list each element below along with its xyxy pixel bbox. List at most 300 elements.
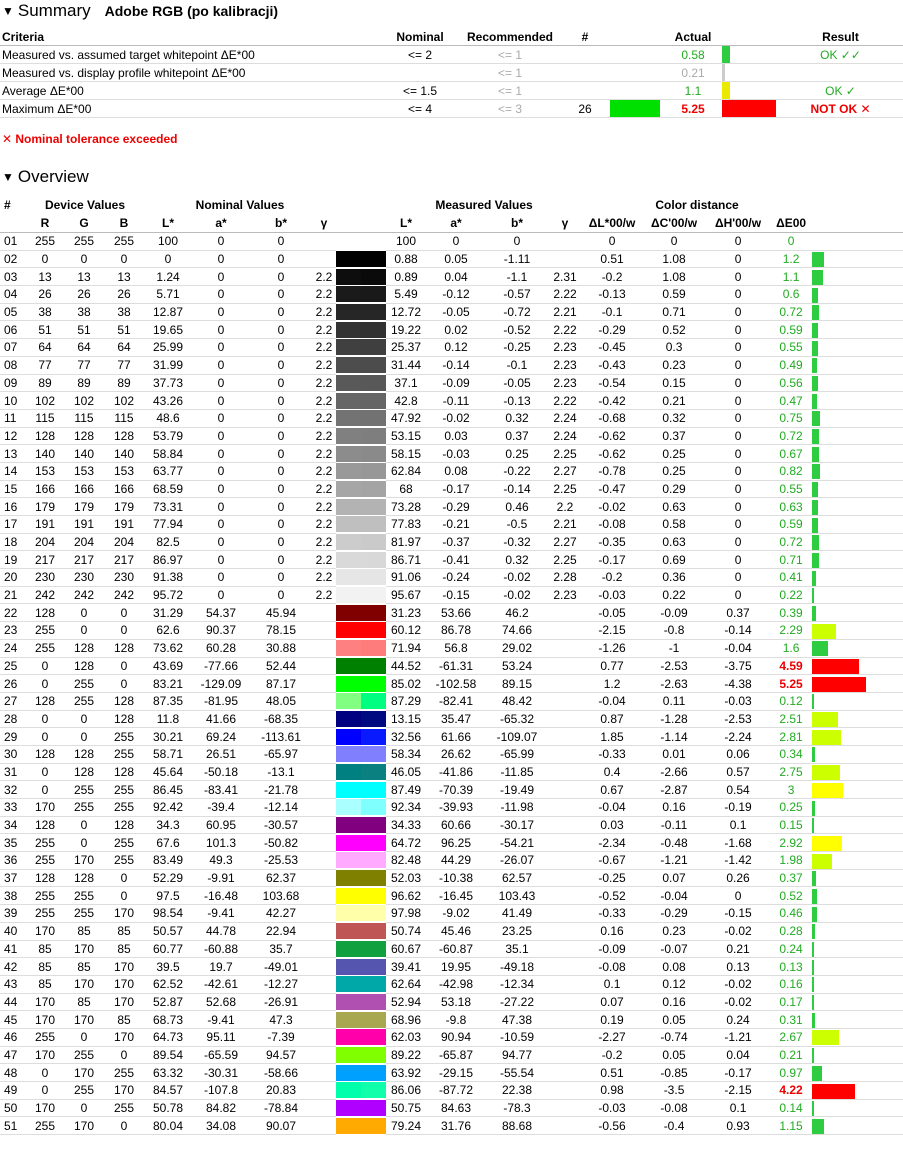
measured-gamma: 2.24 xyxy=(548,427,582,445)
delta-e-bar xyxy=(812,1013,815,1028)
delta-e-bar xyxy=(812,889,817,904)
measured-gamma xyxy=(548,852,582,870)
recommended-value: <= 3 xyxy=(460,100,560,118)
measured-gamma: 2.24 xyxy=(548,409,582,427)
delta-h: -0.02 xyxy=(706,993,770,1011)
nominal-swatch xyxy=(336,269,361,285)
delta-h: 0 xyxy=(706,392,770,410)
row-number: 25 xyxy=(0,657,26,675)
row-number: 43 xyxy=(0,975,26,993)
delta-l: -0.33 xyxy=(582,905,642,923)
nominal-swatch xyxy=(336,446,361,462)
device-g: 85 xyxy=(64,922,104,940)
delta-e-bar xyxy=(812,1084,855,1099)
measured-gamma: 2.25 xyxy=(548,480,582,498)
nominal-a: 0 xyxy=(192,462,250,480)
measured-l: 91.06 xyxy=(386,569,426,587)
nominal-b: -113.61 xyxy=(250,728,312,746)
device-b: 85 xyxy=(104,940,144,958)
table-row xyxy=(0,622,903,640)
sub-header-measured: ΔC'00/w xyxy=(642,214,706,233)
nominal-b: 103.68 xyxy=(250,887,312,905)
color-swatch xyxy=(336,710,386,728)
nominal-gamma xyxy=(312,710,336,728)
measured-a: 86.78 xyxy=(426,622,486,640)
nominal-swatch xyxy=(336,322,361,338)
measured-l: 34.33 xyxy=(386,816,426,834)
delta-e-bar-cell xyxy=(812,569,903,587)
device-r: 128 xyxy=(26,816,64,834)
row-number: 02 xyxy=(0,250,26,268)
delta-e: 2.75 xyxy=(770,763,812,781)
delta-e-bar xyxy=(812,783,843,798)
delta-l: 0.16 xyxy=(582,922,642,940)
measured-l: 37.1 xyxy=(386,374,426,392)
measured-gamma xyxy=(548,975,582,993)
measured-l: 81.97 xyxy=(386,533,426,551)
device-g: 128 xyxy=(64,639,104,657)
measured-b: 41.49 xyxy=(486,905,548,923)
delta-c: 0.69 xyxy=(642,551,706,569)
measured-a: -16.45 xyxy=(426,887,486,905)
delta-e-bar xyxy=(812,624,836,639)
table-row xyxy=(0,480,903,498)
measured-a: -87.72 xyxy=(426,1082,486,1100)
delta-c: -2.53 xyxy=(642,657,706,675)
delta-e-bar-cell xyxy=(812,692,903,710)
nominal-swatch xyxy=(336,1118,361,1134)
delta-c: 0.52 xyxy=(642,321,706,339)
delta-h: -0.03 xyxy=(706,692,770,710)
measured-l: 62.03 xyxy=(386,1028,426,1046)
nominal-swatch xyxy=(336,286,361,302)
table-row xyxy=(0,639,903,657)
delta-l: -0.43 xyxy=(582,356,642,374)
nominal-b: -12.27 xyxy=(250,975,312,993)
delta-e-bar xyxy=(812,252,824,267)
delta-h: -0.02 xyxy=(706,922,770,940)
measured-l: 52.03 xyxy=(386,869,426,887)
table-row xyxy=(0,1064,903,1082)
measured-b: 74.66 xyxy=(486,622,548,640)
measured-swatch xyxy=(361,499,386,515)
table-row xyxy=(0,427,903,445)
device-g: 38 xyxy=(64,303,104,321)
delta-l: -0.17 xyxy=(582,551,642,569)
delta-h: -4.38 xyxy=(706,675,770,693)
measured-swatch xyxy=(361,534,386,550)
delta-l: 0.51 xyxy=(582,1064,642,1082)
delta-c: 0.59 xyxy=(642,286,706,304)
nominal-a: 0 xyxy=(192,427,250,445)
nominal-swatch xyxy=(336,552,361,568)
count-bar-cell xyxy=(610,100,664,118)
color-swatch xyxy=(336,551,386,569)
nominal-b: 52.44 xyxy=(250,657,312,675)
measured-swatch xyxy=(361,658,386,674)
actual-bar xyxy=(722,64,725,81)
nominal-b: 0 xyxy=(250,445,312,463)
delta-e-bar xyxy=(812,1066,822,1081)
table-row xyxy=(0,834,903,852)
nominal-gamma xyxy=(312,869,336,887)
nominal-l: 77.94 xyxy=(144,516,192,534)
delta-e-bar xyxy=(812,288,818,303)
nominal-swatch xyxy=(336,729,361,745)
color-swatch xyxy=(336,1028,386,1046)
col-recommended: Recommended xyxy=(460,28,560,46)
collapse-triangle-icon[interactable]: ▼ xyxy=(2,4,14,18)
nominal-a: 0 xyxy=(192,339,250,357)
nominal-b: 0 xyxy=(250,374,312,392)
nominal-b: 90.07 xyxy=(250,1117,312,1135)
nominal-l: 91.38 xyxy=(144,569,192,587)
nominal-a: 0 xyxy=(192,268,250,286)
row-number: 45 xyxy=(0,1011,26,1029)
measured-swatch xyxy=(361,339,386,355)
device-g: 0 xyxy=(64,250,104,268)
nominal-l: 52.87 xyxy=(144,993,192,1011)
delta-h: 0 xyxy=(706,321,770,339)
actual-bar xyxy=(722,100,776,117)
color-swatch xyxy=(336,922,386,940)
row-number: 14 xyxy=(0,462,26,480)
device-r: 0 xyxy=(26,781,64,799)
measured-l: 0.88 xyxy=(386,250,426,268)
device-g: 26 xyxy=(64,286,104,304)
delta-e-bar-cell xyxy=(812,516,903,534)
measured-gamma xyxy=(548,922,582,940)
measured-l: 44.52 xyxy=(386,657,426,675)
delta-c: 0.37 xyxy=(642,427,706,445)
delta-c: 1.08 xyxy=(642,250,706,268)
delta-e-bar xyxy=(812,376,818,391)
row-number: 48 xyxy=(0,1064,26,1082)
table-row xyxy=(0,1099,903,1117)
color-swatch xyxy=(336,675,386,693)
color-swatch xyxy=(336,799,386,817)
nominal-b: -68.35 xyxy=(250,710,312,728)
nominal-swatch xyxy=(336,640,361,656)
device-b: 0 xyxy=(104,675,144,693)
device-b: 255 xyxy=(104,852,144,870)
row-number: 07 xyxy=(0,339,26,357)
delta-c: 0.12 xyxy=(642,975,706,993)
measured-gamma: 2.31 xyxy=(548,268,582,286)
measured-l: 87.49 xyxy=(386,781,426,799)
nominal-gamma: 2.2 xyxy=(312,445,336,463)
nominal-b: 0 xyxy=(250,303,312,321)
device-r: 170 xyxy=(26,1011,64,1029)
delta-e-bar-cell xyxy=(812,374,903,392)
measured-a: -0.17 xyxy=(426,480,486,498)
delta-e-bar-cell xyxy=(812,233,903,251)
measured-a: 53.18 xyxy=(426,993,486,1011)
measured-a: -41.86 xyxy=(426,763,486,781)
nominal-a: 101.3 xyxy=(192,834,250,852)
row-number: 24 xyxy=(0,639,26,657)
measured-a: -42.98 xyxy=(426,975,486,993)
measured-a: -0.21 xyxy=(426,516,486,534)
row-number: 17 xyxy=(0,516,26,534)
device-r: 255 xyxy=(26,1117,64,1135)
delta-e-bar-cell xyxy=(812,745,903,763)
delta-e-bar-cell xyxy=(812,321,903,339)
measured-swatch xyxy=(361,1065,386,1081)
delta-c: 0 xyxy=(642,233,706,251)
collapse-triangle-icon[interactable]: ▼ xyxy=(2,170,14,184)
nominal-b: 0 xyxy=(250,392,312,410)
summary-section-header[interactable] xyxy=(2,0,278,22)
measured-gamma: 2.23 xyxy=(548,374,582,392)
device-g: 170 xyxy=(64,975,104,993)
nominal-a: -42.61 xyxy=(192,975,250,993)
device-b: 217 xyxy=(104,551,144,569)
color-swatch xyxy=(336,1082,386,1100)
measured-gamma: 2.25 xyxy=(548,551,582,569)
measured-l: 5.49 xyxy=(386,286,426,304)
delta-h: -1.68 xyxy=(706,834,770,852)
color-swatch xyxy=(336,286,386,304)
measured-b: 0.32 xyxy=(486,551,548,569)
row-number: 09 xyxy=(0,374,26,392)
measured-b: 0.32 xyxy=(486,409,548,427)
nominal-gamma: 2.2 xyxy=(312,462,336,480)
delta-h: 0 xyxy=(706,551,770,569)
delta-e-bar xyxy=(812,871,816,886)
device-b: 255 xyxy=(104,745,144,763)
measured-gamma: 2.22 xyxy=(548,321,582,339)
device-r: 89 xyxy=(26,374,64,392)
sub-header-measured: ΔH'00/w xyxy=(706,214,770,233)
recommended-value: <= 1 xyxy=(460,64,560,82)
measured-b: -49.18 xyxy=(486,958,548,976)
delta-l: -0.62 xyxy=(582,445,642,463)
delta-h: 0.24 xyxy=(706,1011,770,1029)
delta-e-bar-cell xyxy=(812,286,903,304)
nominal-b: 0 xyxy=(250,569,312,587)
delta-e: 0.75 xyxy=(770,409,812,427)
color-swatch xyxy=(336,569,386,587)
delta-e: 1.6 xyxy=(770,639,812,657)
delta-e: 0.49 xyxy=(770,356,812,374)
sub-header-measured: L* xyxy=(386,214,426,233)
nominal-l: 52.29 xyxy=(144,869,192,887)
nominal-gamma: 2.2 xyxy=(312,480,336,498)
delta-e: 0.72 xyxy=(770,303,812,321)
device-b: 242 xyxy=(104,586,144,604)
measured-gamma xyxy=(548,799,582,817)
criteria-label: Measured vs. display profile whitepoint ΔE*00 xyxy=(0,64,380,82)
row-number: 15 xyxy=(0,480,26,498)
color-swatch xyxy=(336,905,386,923)
measured-l: 68 xyxy=(386,480,426,498)
delta-c: 0.22 xyxy=(642,586,706,604)
measured-a: -39.93 xyxy=(426,799,486,817)
measured-l: 58.15 xyxy=(386,445,426,463)
device-g: 255 xyxy=(64,675,104,693)
result-value: OK ✓✓ xyxy=(778,46,903,64)
delta-e: 2.51 xyxy=(770,710,812,728)
sub-header-nominal: G xyxy=(64,214,104,233)
nominal-a: 95.11 xyxy=(192,1028,250,1046)
delta-e: 0.6 xyxy=(770,286,812,304)
measured-gamma xyxy=(548,728,582,746)
delta-e-bar xyxy=(812,1030,839,1045)
color-swatch xyxy=(336,887,386,905)
measured-swatch xyxy=(361,994,386,1010)
delta-h: 0.04 xyxy=(706,1046,770,1064)
device-b: 140 xyxy=(104,445,144,463)
device-b: 0 xyxy=(104,250,144,268)
device-r: 255 xyxy=(26,834,64,852)
delta-e-bar-cell xyxy=(812,480,903,498)
nominal-l: 34.3 xyxy=(144,816,192,834)
delta-e: 4.22 xyxy=(770,1082,812,1100)
delta-e: 2.29 xyxy=(770,622,812,640)
nominal-swatch xyxy=(336,428,361,444)
delta-e-bar xyxy=(812,747,815,762)
table-row xyxy=(0,445,903,463)
delta-c: -0.11 xyxy=(642,816,706,834)
measured-a: 31.76 xyxy=(426,1117,486,1135)
row-number: 01 xyxy=(0,233,26,251)
col-nominal: Nominal xyxy=(380,28,460,46)
nominal-swatch xyxy=(336,764,361,780)
recommended-value: <= 1 xyxy=(460,46,560,64)
delta-l: -1.26 xyxy=(582,639,642,657)
measured-swatch xyxy=(361,941,386,957)
nominal-swatch xyxy=(336,233,361,249)
row-number: 41 xyxy=(0,940,26,958)
delta-e: 0.39 xyxy=(770,604,812,622)
measured-l: 92.34 xyxy=(386,799,426,817)
measured-a: -102.58 xyxy=(426,675,486,693)
delta-e: 0.22 xyxy=(770,586,812,604)
color-swatch xyxy=(336,975,386,993)
device-g: 85 xyxy=(64,958,104,976)
delta-e: 0.59 xyxy=(770,516,812,534)
delta-l: -2.15 xyxy=(582,622,642,640)
nominal-swatch xyxy=(336,516,361,532)
device-r: 26 xyxy=(26,286,64,304)
nominal-gamma xyxy=(312,975,336,993)
nominal-a: 52.68 xyxy=(192,993,250,1011)
nominal-gamma: 2.2 xyxy=(312,356,336,374)
delta-e-bar xyxy=(812,447,819,462)
delta-e-bar-cell xyxy=(812,392,903,410)
table-row xyxy=(0,409,903,427)
measured-swatch xyxy=(361,1012,386,1028)
delta-e-bar-cell xyxy=(812,975,903,993)
nominal-gamma xyxy=(312,1028,336,1046)
color-swatch xyxy=(336,339,386,357)
nominal-gamma xyxy=(312,657,336,675)
table-row xyxy=(0,1011,903,1029)
measured-b: 23.25 xyxy=(486,922,548,940)
delta-e: 0.71 xyxy=(770,551,812,569)
delta-e-bar xyxy=(812,765,840,780)
measured-gamma xyxy=(548,781,582,799)
color-swatch xyxy=(336,1099,386,1117)
measured-gamma xyxy=(548,940,582,958)
color-swatch xyxy=(336,427,386,445)
color-swatch xyxy=(336,993,386,1011)
color-swatch xyxy=(336,409,386,427)
measured-gamma xyxy=(548,710,582,728)
delta-e: 1.1 xyxy=(770,268,812,286)
sub-header-nominal: γ xyxy=(312,214,336,233)
delta-e-bar xyxy=(812,924,815,939)
table-row xyxy=(0,1117,903,1135)
count-value xyxy=(560,46,610,64)
measured-gamma: 2.21 xyxy=(548,516,582,534)
nominal-gamma xyxy=(312,816,336,834)
delta-e-bar-cell xyxy=(812,887,903,905)
measured-gamma xyxy=(548,1117,582,1135)
nominal-l: 58.84 xyxy=(144,445,192,463)
row-number: 08 xyxy=(0,356,26,374)
measured-b: -0.72 xyxy=(486,303,548,321)
sub-header-nominal: a* xyxy=(192,214,250,233)
device-r: 13 xyxy=(26,268,64,286)
delta-c: 1.08 xyxy=(642,268,706,286)
table-row xyxy=(0,533,903,551)
nominal-l: 86.97 xyxy=(144,551,192,569)
delta-l: 0.77 xyxy=(582,657,642,675)
delta-l: -0.25 xyxy=(582,869,642,887)
nominal-b: 62.37 xyxy=(250,869,312,887)
row-number: 44 xyxy=(0,993,26,1011)
delta-e: 2.81 xyxy=(770,728,812,746)
overview-section-header[interactable] xyxy=(2,166,89,188)
count-value xyxy=(560,82,610,100)
measured-gamma xyxy=(548,1099,582,1117)
measured-l: 85.02 xyxy=(386,675,426,693)
delta-c: 0.63 xyxy=(642,498,706,516)
nominal-a: 0 xyxy=(192,392,250,410)
delta-c: -0.48 xyxy=(642,834,706,852)
device-b: 13 xyxy=(104,268,144,286)
nominal-swatch xyxy=(336,1012,361,1028)
nominal-swatch xyxy=(336,923,361,939)
device-b: 204 xyxy=(104,533,144,551)
nominal-b: 87.17 xyxy=(250,675,312,693)
device-g: 128 xyxy=(64,745,104,763)
delta-l: -0.67 xyxy=(582,852,642,870)
delta-h: 0 xyxy=(706,569,770,587)
device-r: 0 xyxy=(26,675,64,693)
nominal-b: 48.05 xyxy=(250,692,312,710)
delta-e-bar xyxy=(812,464,820,479)
measured-swatch xyxy=(361,852,386,868)
delta-c: -2.63 xyxy=(642,675,706,693)
device-b: 64 xyxy=(104,339,144,357)
delta-l: 0.51 xyxy=(582,250,642,268)
nominal-gamma xyxy=(312,852,336,870)
delta-l: 0.67 xyxy=(582,781,642,799)
nominal-b: -13.1 xyxy=(250,763,312,781)
nominal-gamma: 2.2 xyxy=(312,551,336,569)
delta-e-bar xyxy=(812,712,838,727)
measured-b: -19.49 xyxy=(486,781,548,799)
measured-swatch xyxy=(361,622,386,638)
nominal-swatch xyxy=(336,676,361,692)
nominal-a: 0 xyxy=(192,321,250,339)
row-number: 13 xyxy=(0,445,26,463)
group-nominal-values: Nominal Values xyxy=(195,198,285,212)
measured-gamma: 2.22 xyxy=(548,286,582,304)
